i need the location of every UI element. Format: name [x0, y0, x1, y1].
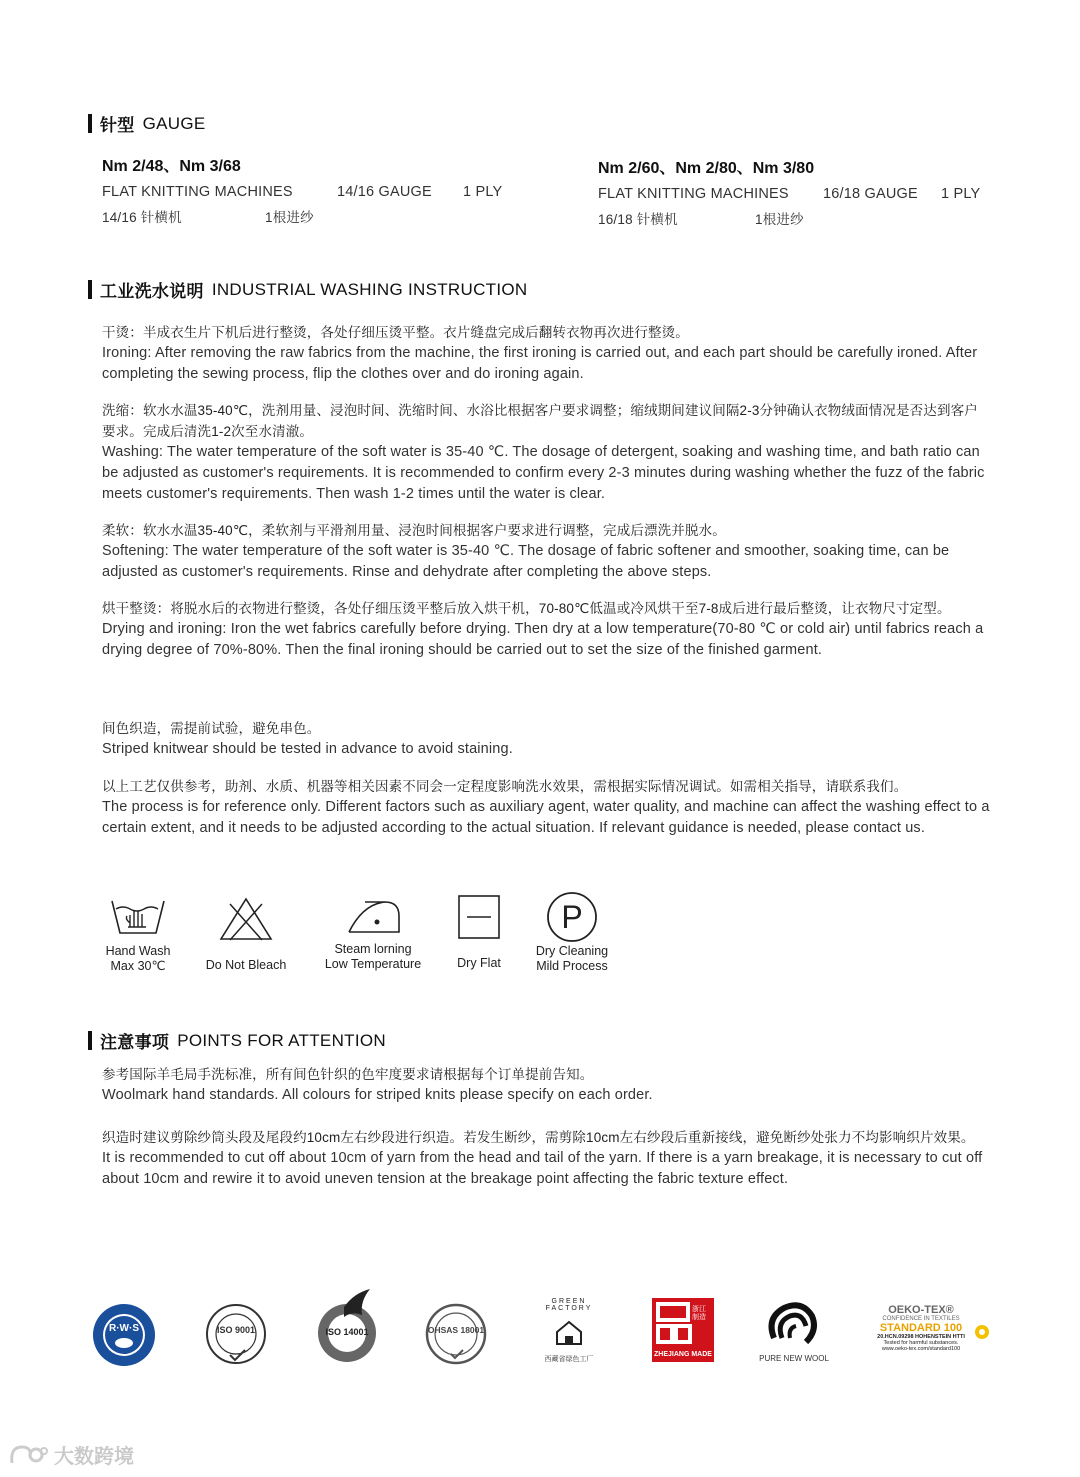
caption-line2: Mild Process	[536, 959, 608, 973]
washing-para-drying	[102, 598, 990, 661]
watermark-logo-icon	[8, 1441, 50, 1469]
washing-para-washing	[102, 400, 990, 505]
caption-line1: Hand Wash	[105, 944, 171, 958]
para-zh: 参考国际羊毛局手洗标准，所有间色针织的色牢度要求请根据每个订单提前告知。	[102, 1067, 594, 1082]
gauge-left-zh-ply: 1根进纱	[265, 210, 314, 225]
heading-bar	[88, 280, 92, 299]
caption-line1: Dry Flat	[457, 956, 501, 970]
green-factory-zh: 西藏省绿色工厂	[544, 1356, 594, 1363]
watermark	[8, 1440, 134, 1469]
para-zh: 间色织造，需提前试验，避免串色。	[102, 721, 321, 736]
para-en: It is recommended to cut off about 10cm of yarn from the head and tail of the yarn. If there is a yarn breakage, it is necessary to cut off about 10cm and rewire it to avoid uneven tension at the breakage point affecting the fabric texture effect.	[102, 1150, 983, 1187]
caption-line1: Do Not Bleach	[205, 958, 287, 972]
dry-flat-caption	[444, 956, 514, 971]
pure-new-wool-text: PURE NEW WOOL	[759, 1354, 829, 1363]
gauge-left-zh-gauge: 14/16 针横机	[102, 210, 182, 225]
para-en: Softening: The water temperature of the soft water is 35-40 ℃. The dosage of fabric softener and smoother, soaking time, can be adjusted as customer's requirements. Rinse and dehydrate after completing the above steps.	[102, 543, 950, 580]
hand-wash-icon	[108, 893, 168, 943]
para-en: Ironing: After removing the raw fabrics from the machine, the first ironing is carried out, and each part should be carefully ironed. After completing the sewing process, flip the clothes over and do ironing again.	[102, 345, 978, 382]
zhejiang-made-logo	[652, 1298, 714, 1362]
gauge-heading-en: GAUGE	[142, 113, 206, 133]
attention-heading-en: POINTS FOR ATTENTION	[177, 1030, 386, 1050]
iso14001-text: ISO 14001	[325, 1327, 369, 1337]
gauge-right-ply: 1 PLY	[941, 186, 981, 202]
washing-para-ironing	[102, 322, 990, 385]
gauge-right-machines: FLAT KNITTING MACHINES	[598, 186, 789, 202]
caption-line1: Steam lorning	[334, 942, 412, 956]
do-not-bleach-icon	[218, 896, 274, 942]
heading-bar	[88, 1031, 92, 1050]
attention-para-yarn	[102, 1127, 990, 1190]
gauge-left-ply: 1 PLY	[463, 184, 503, 200]
oeko-code: 20.HCN.09298 HOHENSTEIN HTTI	[877, 1334, 965, 1340]
oeko-url: www.oeko-tex.com/standard100	[881, 1346, 961, 1352]
svg-text:P: P	[561, 899, 583, 935]
gauge-right	[598, 155, 980, 228]
gauge-right-zh-gauge: 16/18 针横机	[598, 212, 678, 227]
oeko-flower-icon	[974, 1324, 990, 1340]
watermark-text: 大数跨境	[54, 1446, 134, 1468]
iso14001-logo	[314, 1287, 380, 1365]
gauge-right-title: Nm 2/60、Nm 2/80、Nm 3/80	[598, 160, 815, 177]
washing-para-reference	[102, 776, 990, 839]
iron-low-icon	[345, 896, 403, 936]
gauge-heading-zh: 针型	[100, 116, 135, 135]
iso9001-logo	[205, 1303, 267, 1365]
dry-clean-caption	[522, 944, 622, 974]
gauge-heading	[88, 111, 206, 136]
gauge-left-machines: FLAT KNITTING MACHINES	[102, 184, 293, 200]
attention-heading-zh: 注意事项	[100, 1033, 170, 1052]
dry-clean-p-icon	[546, 891, 598, 943]
para-zh: 柔软：软水水温35-40℃，柔软剂与平滑剂用量、浸泡时间根据客户要求进行调整，完成后漂洗并脱水。	[102, 523, 726, 538]
para-zh: 烘干整烫：将脱水后的衣物进行整烫，各处仔细压烫平整后放入烘干机，70-80℃低温或冷风烘干至7-8成后进行最后整烫，让衣物尺寸定型。	[102, 601, 951, 616]
dry-flat-icon	[458, 895, 500, 939]
zhejiang-zh: 浙江制造	[692, 1306, 706, 1321]
caption-line2: Max 30℃	[110, 959, 166, 973]
gauge-right-zh-ply: 1根进纱	[755, 212, 804, 227]
washing-para-striped	[102, 718, 990, 760]
gauge-left-zh	[102, 206, 502, 226]
gauge-right-zh	[598, 208, 980, 228]
gauge-left-line	[102, 184, 502, 200]
para-en: Woolmark hand standards. All colours for striped knits please specify on each order.	[102, 1087, 653, 1103]
para-zh: 以上工艺仅供参考，助剂、水质、机器等相关因素不同会一定程度影响洗水效果，需根据实际情况调试。如需相关指导，请联系我们。	[102, 779, 908, 794]
para-zh: 干烫：半成衣生片下机后进行整烫，各处仔细压烫平整。衣片缝盘完成后翻转衣物再次进行整烫。	[102, 325, 689, 340]
rws-text: R·W·S	[109, 1323, 139, 1334]
para-en: The process is for reference only. Different factors such as auxiliary agent, water quality, and machine can affect the washing effect to a certain extent, and it needs to be adjusted according to the actual situation. If relevant guidance is needed, please contact us.	[102, 799, 990, 836]
hand-wash-caption	[88, 944, 188, 974]
caption-line2: Low Temperature	[324, 957, 422, 971]
ohsas-text: OHSAS 18001	[427, 1325, 485, 1335]
washing-para-softening	[102, 520, 990, 583]
attention-para-woolmark	[102, 1064, 990, 1106]
iso9001-text: ISO 9001	[216, 1325, 256, 1335]
iron-low-caption	[312, 942, 434, 972]
gauge-left	[102, 153, 502, 226]
washing-heading	[88, 277, 527, 302]
para-en: Drying and ironing: Iron the wet fabrics carefully before drying. Then dry at a low temperature(70-80 ℃ or cold air) until fabrics reach a drying degree of 70%-80%. Then the final ironing should be carried out to set the size of the finished garment.	[102, 621, 984, 658]
woolmark-logo	[758, 1298, 830, 1366]
oeko-standard: STANDARD 100	[879, 1322, 963, 1334]
para-zh: 织造时建议剪除纱筒头段及尾段约10cm左右纱段进行织造。若发生断纱，需剪除10cm左右纱段后重新接线，避免断纱处张力不均影响织片效果。	[102, 1130, 975, 1145]
para-zh: 洗缩：软水水温35-40℃，洗剂用量、浸泡时间、洗缩时间、水浴比根据客户要求调整；缩绒期间建议间隔2-3分钟确认衣物绒面情况是否达到客户要求。完成后清洗1-2次至水清澈。	[102, 403, 978, 439]
oeko-tex-logo	[866, 1304, 996, 1364]
green-factory-text: GREEN FACTORY	[545, 1298, 593, 1312]
gauge-left-gauge: 14/16 GAUGE	[337, 184, 432, 200]
heading-bar	[88, 114, 92, 133]
para-en: Washing: The water temperature of the soft water is 35-40 ℃. The dosage of detergent, soaking and washing time, and bath ratio can be adjusted as customer's requirements. It is recommended to confirm every 2-3 minutes during washing whether the fuzz of the fabric meets customer's requirements. Then wash 1-2 times until the water is clear.	[102, 444, 985, 502]
oeko-title: OEKO-TEX®	[888, 1304, 954, 1316]
oeko-tested: Tested for harmful substances.	[883, 1340, 959, 1346]
attention-heading	[88, 1028, 386, 1053]
zhejiang-made-text: ZHEJIANG MADE	[654, 1351, 712, 1358]
oeko-sub: CONFIDENCE IN TEXTILES	[882, 1316, 960, 1322]
gauge-left-title: Nm 2/48、Nm 3/68	[102, 158, 241, 175]
gauge-right-gauge: 16/18 GAUGE	[823, 186, 918, 202]
washing-heading-en: INDUSTRIAL WASHING INSTRUCTION	[211, 279, 528, 299]
washing-heading-zh: 工业洗水说明	[100, 282, 204, 301]
do-not-bleach-caption	[192, 958, 300, 973]
ohsas-logo	[425, 1303, 487, 1365]
caption-line1: Dry Cleaning	[535, 944, 609, 958]
green-factory-logo	[535, 1296, 603, 1366]
rws-logo	[92, 1303, 156, 1367]
gauge-right-line	[598, 186, 980, 202]
para-en: Striped knitwear should be tested in advance to avoid staining.	[102, 741, 513, 757]
